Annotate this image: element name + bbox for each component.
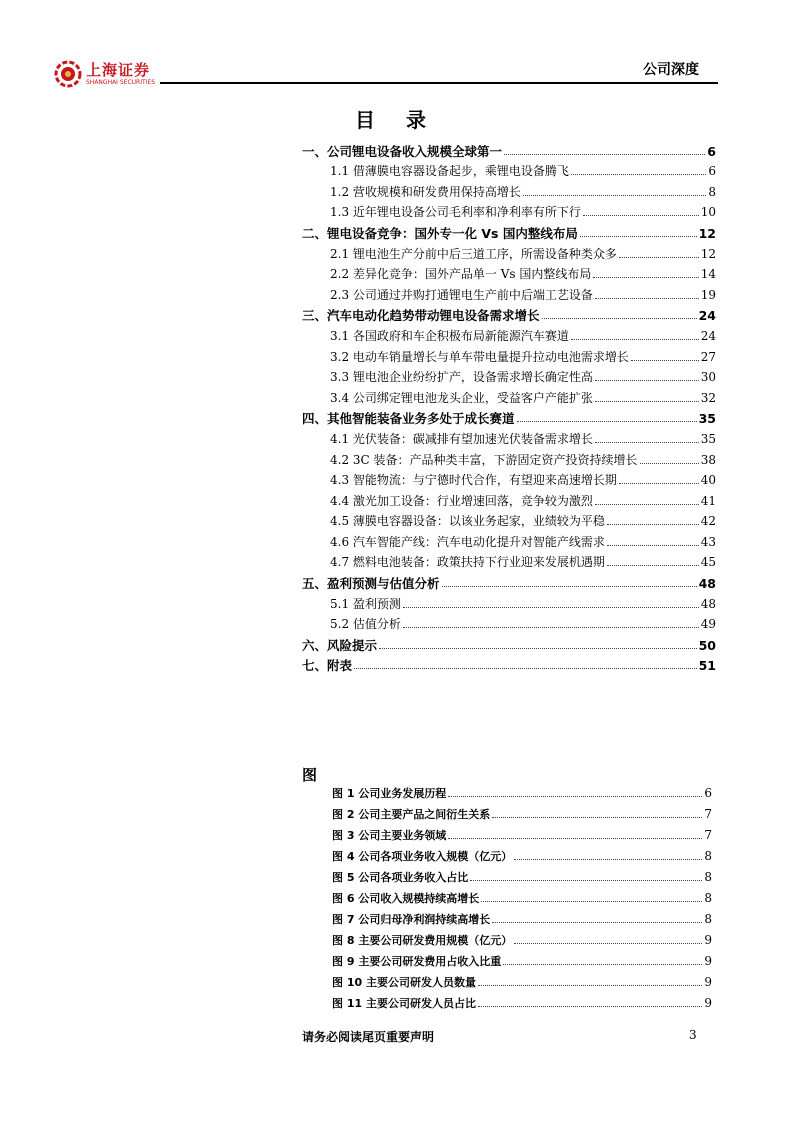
toc-entry[interactable] [302,200,716,221]
dot-leader [492,922,702,923]
dot-leader [571,174,706,175]
toc-entry-label: 2.1 锂电池生产分前中后三道工序，所需设备种类众多 [330,246,617,261]
dot-leader [504,154,705,155]
toc-entry-page: 43 [700,534,716,549]
dot-leader [379,648,697,649]
toc-entry-label: 1.1 借薄膜电容器设备起步，乘锂电设备腾飞 [330,164,569,179]
dot-leader [595,401,699,402]
dot-leader [583,215,699,216]
dot-leader [542,318,697,319]
figure-entry-page: 7 [704,828,712,842]
toc-entry[interactable] [302,282,716,303]
toc-entry-page: 40 [700,473,716,488]
toc-entry-page: 12 [700,246,716,261]
figure-entry[interactable] [332,969,712,990]
dot-leader [517,421,697,422]
toc-entry-page: 27 [700,349,716,364]
toc-entry-page: 32 [700,390,716,405]
toc-entry[interactable] [302,365,716,386]
table-of-contents [302,138,716,673]
toc-entry-label: 1.2 营收规模和研发费用保持高增长 [330,184,521,199]
page-number: 3 [689,1028,697,1042]
toc-entry-label: 四、其他智能装备业务多处于成长赛道 [302,411,515,427]
figure-entry-label: 图 2 公司主要产品之间衍生关系 [332,808,491,821]
dot-leader [571,339,699,340]
figure-entry-label: 图 1 公司业务发展历程 [332,787,447,800]
toc-entry-page: 48 [698,576,716,592]
toc-entry-label: 2.2 差异化竞争：国外产品单一 Vs 国内整线布局 [330,267,592,282]
toc-entry-page: 42 [700,514,716,529]
toc-entry-page: 48 [700,596,716,611]
figure-entry[interactable] [332,801,712,822]
dot-leader [514,859,702,860]
figure-entry-page: 9 [704,954,712,968]
dot-leader [448,838,702,839]
logo-emblem-icon [54,60,82,88]
dot-leader [403,607,699,608]
toc-entry[interactable] [302,179,716,200]
figure-entry-page: 8 [704,870,712,884]
toc-entry[interactable] [302,406,716,427]
toc-entry[interactable] [302,344,716,365]
toc-entry-label: 五、盈利预测与估值分析 [302,576,440,592]
figure-entry[interactable] [332,822,712,843]
figure-entry-label: 图 3 公司主要业务领域 [332,829,447,842]
toc-entry[interactable] [302,612,716,633]
dot-leader [503,964,702,965]
dot-leader [595,298,699,299]
toc-entry-label: 一、公司锂电设备收入规模全球第一 [302,143,503,159]
toc-entry-label: 2.3 公司通过并购打通锂电生产前中后端工艺设备 [330,287,593,302]
figure-entry-page: 6 [704,786,712,800]
toc-entry-page: 24 [700,328,716,343]
figure-entry-label: 图 6 公司收入规模持续高增长 [332,892,480,905]
figure-entry[interactable] [332,864,712,885]
dot-leader [492,817,702,818]
toc-entry[interactable] [302,138,716,159]
dot-leader [403,627,699,628]
toc-entry-page: 30 [700,370,716,385]
toc-entry-page: 24 [698,308,716,324]
toc-entry-page: 49 [700,617,716,632]
dot-leader [595,504,699,505]
toc-entry-page: 45 [700,555,716,570]
toc-entry[interactable] [302,262,716,283]
dot-leader [595,442,699,443]
toc-entry[interactable] [302,303,716,324]
figure-list-heading: 图 [302,766,318,784]
company-logo [54,58,174,90]
report-type-label: 公司深度 [643,62,699,78]
dot-leader [593,277,698,278]
toc-entry-label: 4.7 燃料电池装备：政策扶持下行业迎来发展机遇期 [330,555,605,570]
toc-entry-label: 六、风险提示 [302,637,378,653]
figure-entry[interactable] [332,927,712,948]
toc-entry[interactable] [302,653,716,674]
dot-leader [631,360,699,361]
toc-entry-label: 二、锂电设备竞争：国外专一化 Vs 国内整线布局 [302,225,578,241]
dot-leader [640,463,699,464]
figure-entry-label: 图 5 公司各项业务收入占比 [332,871,469,884]
toc-entry-label: 3.4 公司绑定锂电池龙头企业，受益客户产能扩张 [330,390,593,405]
toc-entry[interactable] [302,550,716,571]
figure-entry-page: 9 [704,933,712,947]
figure-entry-page: 8 [704,849,712,863]
dot-leader [470,880,702,881]
figure-entry[interactable] [332,843,712,864]
toc-entry-label: 4.1 光伏装备：碳减排有望加速光伏装备需求增长 [330,431,593,446]
figure-entry-page: 8 [704,891,712,905]
figure-entry-page: 9 [704,975,712,989]
toc-entry-label: 5.2 估值分析 [330,617,401,632]
dot-leader [619,257,699,258]
figure-entry-label: 图 8 主要公司研发费用规模（亿元） [332,934,513,947]
dot-leader [523,195,706,196]
dot-leader [478,985,702,986]
toc-entry-label: 4.5 薄膜电容器设备：以该业务起家，业绩较为平稳 [330,514,605,529]
toc-entry-label: 3.1 各国政府和车企积极布局新能源汽车赛道 [330,328,569,343]
toc-entry-page: 14 [700,267,716,282]
figure-entry[interactable] [332,990,712,1011]
page-header [0,0,793,90]
toc-entry-label: 七、附表 [302,658,353,674]
toc-entry[interactable] [302,488,716,509]
toc-entry-page: 8 [708,184,716,199]
toc-title: 目 录 [355,108,438,132]
dot-leader [442,586,697,587]
dot-leader [607,545,699,546]
figure-entry-label: 图 4 公司各项业务收入规模（亿元） [332,850,513,863]
toc-entry-label: 三、汽车电动化趋势带动锂电设备需求增长 [302,308,540,324]
figure-entry-label: 图 11 主要公司研发人员占比 [332,997,476,1010]
toc-entry[interactable] [302,159,716,180]
toc-entry[interactable] [302,241,716,262]
figure-entry-page: 8 [704,912,712,926]
dot-leader [448,796,702,797]
figure-list [332,780,712,1011]
figure-entry-label: 图 9 主要公司研发费用占收入比重 [332,955,502,968]
toc-entry-page: 38 [700,452,716,467]
toc-entry-page: 50 [698,637,716,653]
toc-entry-page: 10 [700,205,716,220]
toc-entry-page: 35 [700,431,716,446]
toc-entry-page: 12 [698,225,716,241]
toc-entry-page: 41 [700,493,716,508]
toc-entry-page: 19 [700,287,716,302]
toc-entry[interactable] [302,220,716,241]
figure-entry[interactable] [332,885,712,906]
figure-entry[interactable] [332,906,712,927]
toc-entry[interactable] [302,468,716,489]
figure-entry-page: 7 [704,807,712,821]
toc-entry-label: 4.3 智能物流：与宁德时代合作，有望迎来高速增长期 [330,473,617,488]
toc-entry[interactable] [302,591,716,612]
toc-entry[interactable] [302,509,716,530]
toc-entry-label: 4.4 激光加工设备：行业增速回落，竞争较为激烈 [330,493,593,508]
disclaimer-note: 请务必阅读尾页重要声明 [302,1030,435,1044]
header-divider [160,82,718,84]
toc-entry-page: 6 [707,143,716,159]
dot-leader [619,483,699,484]
toc-entry[interactable] [302,426,716,447]
toc-entry-page: 35 [698,411,716,427]
dot-leader [514,943,702,944]
toc-entry-label: 5.1 盈利预测 [330,596,401,611]
toc-entry-page: 51 [698,658,716,674]
toc-entry-label: 3.3 锂电池企业纷纷扩产，设备需求增长确定性高 [330,370,593,385]
dot-leader [607,524,699,525]
toc-entry[interactable] [302,385,716,406]
figure-entry-page: 9 [704,996,712,1010]
figure-entry[interactable] [332,780,712,801]
dot-leader [478,1006,702,1007]
figure-entry-label: 图 7 公司归母净利润持续高增长 [332,913,491,926]
figure-entry-label: 图 10 主要公司研发人员数量 [332,976,476,989]
dot-leader [607,565,699,566]
dot-leader [481,901,702,902]
toc-entry[interactable] [302,570,716,591]
figure-entry[interactable] [332,948,712,969]
toc-entry-page: 6 [708,164,716,179]
toc-entry-label: 4.2 3C 装备：产品种类丰富，下游固定资产投资持续增长 [330,452,638,467]
toc-entry[interactable] [302,529,716,550]
toc-entry[interactable] [302,323,716,344]
toc-entry[interactable] [302,447,716,468]
logo-text-en: SHANGHAI SECURITIES [86,79,156,86]
logo-text-cn: 上海证券 [86,61,151,79]
toc-entry[interactable] [302,632,716,653]
toc-entry-label: 4.6 汽车智能产线：汽车电动化提升对智能产线需求 [330,534,605,549]
toc-entry-label: 1.3 近年锂电设备公司毛利率和净利率有所下行 [330,205,581,220]
dot-leader [354,668,697,669]
toc-entry-label: 3.2 电动车销量增长与单车带电量提升拉动电池需求增长 [330,349,629,364]
dot-leader [580,236,697,237]
dot-leader [595,380,699,381]
